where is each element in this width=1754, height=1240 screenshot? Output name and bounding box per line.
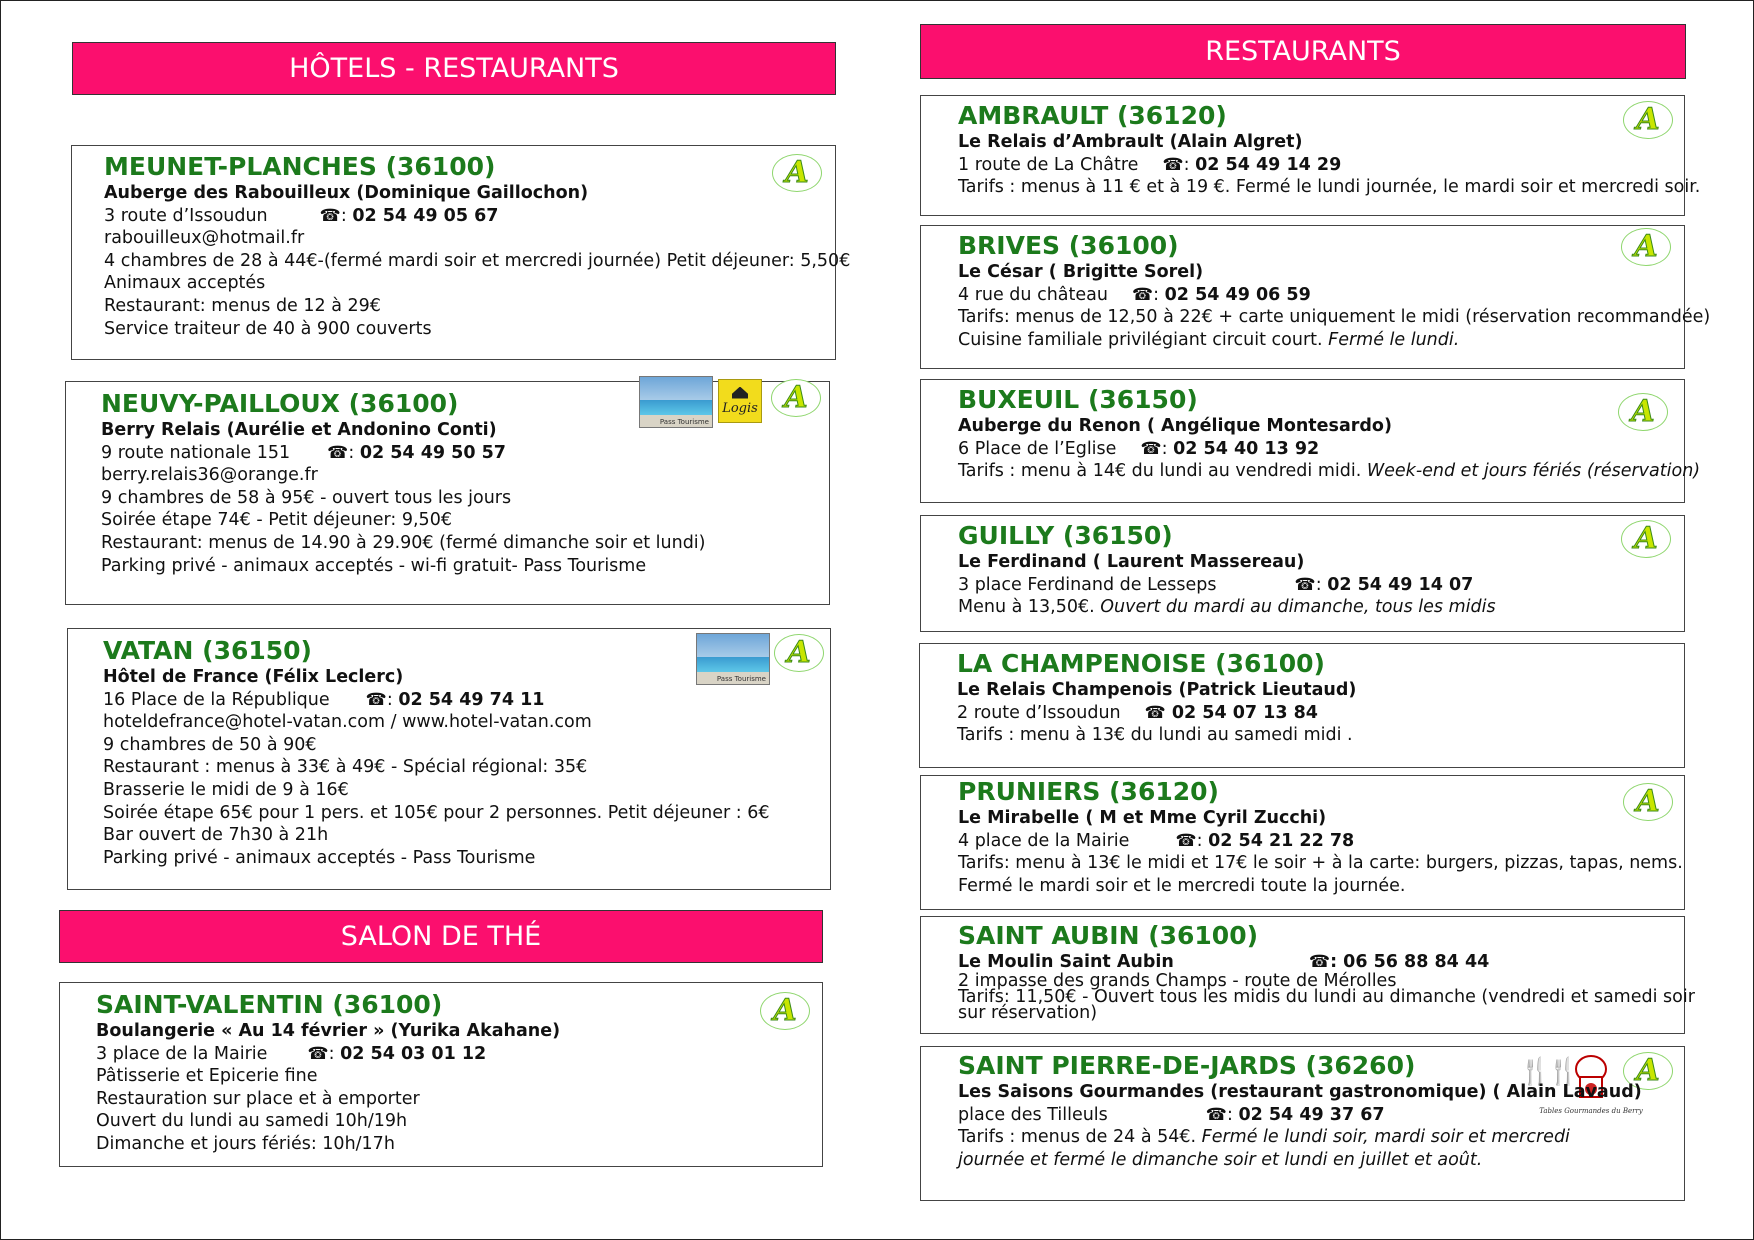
label-a-icon: A [772, 154, 822, 192]
phone-icon: ☎ [1131, 284, 1154, 305]
establishment-name: Le Ferdinand ( Laurent Massereau) [958, 552, 1305, 572]
email-website: hoteldefrance@hotel-vatan.com / www.hotel-vatan.com [103, 712, 592, 733]
label-a-icon: A [771, 379, 821, 417]
address: 3 route d’Issoudun [104, 205, 268, 226]
listing-guilly [920, 515, 1685, 632]
address-phone-line: 4 rue du château ☎: 02 54 49 06 59 [958, 284, 1311, 305]
phone-number: 02 54 49 14 29 [1195, 154, 1342, 175]
phone-number: 02 54 07 13 84 [1171, 702, 1318, 723]
phone-number: 02 54 40 13 92 [1173, 438, 1320, 459]
address-phone-line: 16 Place de la République ☎: 02 54 49 74 11 [103, 689, 545, 710]
email: berry.relais36@orange.fr [101, 465, 318, 486]
phone-number: 02 54 03 01 12 [340, 1043, 487, 1064]
info-line: Restaurant: menus de 12 à 29€ [104, 295, 381, 316]
establishment-name: Le Relais d’Ambrault (Alain Algret) [958, 132, 1303, 152]
address: 4 rue du château [958, 284, 1108, 305]
label-a-icon: A [1623, 783, 1673, 821]
phone-icon: ☎ [1205, 1104, 1227, 1125]
phone-number: 02 54 49 05 67 [352, 205, 499, 226]
establishment-name: Le Relais Champenois (Patrick Lieutaud) [957, 680, 1357, 700]
town-title: AMBRAULT (36120) [958, 101, 1227, 130]
info-line: Parking privé - animaux acceptés - wi-fi gratuit- Pass Tourisme [101, 555, 647, 576]
info-line: Fermé le mardi soir et le mercredi toute la journée. [958, 875, 1406, 896]
phone-icon: ☎ [319, 205, 341, 226]
listing-saint-aubin [920, 916, 1695, 1034]
info-line: Restaurant: menus de 14.90 à 29.90€ (fermé dimanche soir et lundi) [101, 532, 706, 553]
listing-neuvy-pailloux [65, 381, 830, 605]
establishment-name: Le Moulin Saint Aubin [958, 952, 1174, 972]
town-title: SAINT AUBIN (36100) [958, 921, 1259, 950]
address-phone-line: 1 route de La Châtre ☎: 02 54 49 14 29 [958, 154, 1342, 175]
town-title: SAINT-VALENTIN (36100) [96, 990, 443, 1019]
restaurants-title: RESTAURANTS [1205, 36, 1401, 67]
address: 2 impasse des grands Champs - route de Mérolles [958, 971, 1397, 991]
info-line: 9 chambres de 58 à 95€ - ouvert tous les jours [101, 487, 512, 508]
info-line: Service traiteur de 40 à 900 couverts [104, 318, 432, 339]
info-line: Tarifs: 11,50€ - Ouvert tous les midis du lundi au dimanche (vendredi et samedi soir [958, 987, 1695, 1007]
town-title: PRUNIERS (36120) [958, 777, 1219, 806]
phone-icon: ☎ [1162, 154, 1184, 175]
address-phone-line: 4 place de la Mairie ☎: 02 54 21 22 78 [958, 830, 1355, 851]
town-title: BUXEUIL (36150) [958, 385, 1198, 414]
phone-icon: ☎ [1294, 574, 1316, 595]
label-a-icon: A [1623, 1052, 1673, 1090]
address-phone-line [957, 702, 1676, 725]
address: 9 route nationale 151 [101, 442, 291, 463]
listing-ambrault [920, 95, 1701, 216]
phone-number: 02 54 49 50 57 [359, 442, 506, 463]
info-line: Pâtisserie et Epicerie fine [96, 1066, 318, 1087]
fork-knife-icon: 🍴🍴 [1519, 1057, 1576, 1087]
restaurants-banner [920, 24, 1686, 79]
establishment-name: Les Saisons Gourmandes (restaurant gastronomique) ( Alain Lavaud) [958, 1082, 1642, 1102]
info-line: Menu à 13,50€. Ouvert du mardi au dimanche, tous les midis [958, 597, 1496, 618]
address: 1 route de La Châtre [958, 154, 1139, 175]
listing-la-champenoise [919, 643, 1685, 768]
phone-number: 02 54 49 37 67 [1238, 1104, 1385, 1125]
address: 2 route d’Issoudun [957, 702, 1121, 723]
info-line: Soirée étape 74€ - Petit déjeuner: 9,50€ [101, 510, 452, 531]
info-line: Restauration sur place et à emporter [96, 1088, 420, 1109]
info-line: Bar ouvert de 7h30 à 21h [103, 825, 329, 846]
town-title: VATAN (36150) [103, 636, 312, 665]
listing-saint-valentin [59, 982, 823, 1167]
establishment-name: Le Mirabelle ( M et Mme Cyril Zucchi) [958, 808, 1327, 828]
label-a-icon: A [774, 634, 824, 672]
pass-tourisme-image: Pass Tourisme [696, 633, 770, 685]
address: 6 Place de l’Eglise [958, 438, 1117, 459]
address-phone-line: 3 place de la Mairie ☎: 02 54 03 01 12 [96, 1043, 487, 1064]
address: place des Tilleuls [958, 1104, 1108, 1125]
address: 3 place Ferdinand de Lesseps [958, 574, 1217, 595]
address-phone-line: 6 Place de l’Eglise ☎: 02 54 40 13 92 [958, 438, 1320, 459]
pass-tourisme-image: Pass Tourisme [639, 376, 713, 428]
info-line: Soirée étape 65€ pour 1 pers. et 105€ pour 2 personnes. Petit déjeuner : 6€ [103, 802, 770, 823]
phone-number: 02 54 21 22 78 [1208, 830, 1355, 851]
info-line: Restaurant : menus à 33€ à 49€ - Spécial régional: 35€ [103, 757, 588, 778]
address-phone-line: place des Tilleuls ☎: 02 54 49 37 67 [958, 1104, 1385, 1125]
salon-de-the-banner [59, 910, 823, 963]
address: 4 place de la Mairie [958, 830, 1130, 851]
establishment-name: Auberge du Renon ( Angélique Montesardo) [958, 416, 1392, 436]
salon-de-the-title: SALON DE THÉ [340, 921, 542, 952]
name-phone-line: Le Moulin Saint Aubin ☎: 06 56 88 84 44 [958, 952, 1490, 972]
info-line: Tarifs : menu à 13€ du lundi au samedi midi . [957, 725, 1353, 746]
label-a-icon: A [1621, 228, 1671, 266]
svg-text:Tables Gourmandes du Berry: Tables Gourmandes du Berry [1539, 1107, 1643, 1115]
establishment-name: Berry Relais (Aurélie et Andonino Conti) [101, 420, 497, 440]
hotels-restaurants-banner [72, 42, 836, 95]
phone-number: 02 54 49 14 07 [1327, 574, 1474, 595]
listing-meunet-planches [71, 145, 851, 360]
info-line: 9 chambres de 50 à 90€ [103, 734, 317, 755]
phone-icon: ☎ [1175, 830, 1197, 851]
establishment-name: Auberge des Rabouilleux (Dominique Gaillochon) [104, 183, 589, 203]
listing-vatan [67, 628, 831, 890]
info-line: Dimanche et jours fériés: 10h/17h [96, 1133, 395, 1154]
listing-pruniers [920, 775, 1685, 910]
phone-icon: ☎ [1140, 438, 1162, 459]
listing-brives [920, 225, 1711, 369]
listing-buxeuil [920, 379, 1701, 503]
establishment-name: Hôtel de France (Félix Leclerc) [103, 667, 404, 687]
label-a-icon: A [1621, 520, 1671, 558]
town-title: GUILLY (36150) [958, 521, 1173, 550]
phone-icon: ☎ [327, 442, 349, 463]
info-line: Tarifs : menus de 24 à 54€. Fermé le lundi soir, mardi soir et mercredi [958, 1127, 1570, 1148]
info-line: Animaux acceptés [104, 273, 266, 294]
info-line: Tarifs: menus de 12,50 à 22€ + carte uniquement le midi (réservation recommandée) [958, 307, 1711, 328]
info-line: Tarifs: menu à 13€ le midi et 17€ le soir + à la carte: burgers, pizzas, tapas, nems. [958, 853, 1683, 874]
info-line: Brasserie le midi de 9 à 16€ [103, 779, 349, 800]
logis-logo: Logis [718, 379, 762, 423]
town-title: LA CHAMPENOISE (36100) [957, 649, 1325, 678]
info-line: Cuisine familiale privilégiant circuit court. Fermé le lundi. [958, 329, 1460, 350]
phone-icon: ☎ [1144, 702, 1166, 723]
establishment-name: Le César ( Brigitte Sorel) [958, 262, 1204, 282]
info-line: sur réservation) [958, 1003, 1098, 1023]
info-line: 4 chambres de 28 à 44€-(fermé mardi soir et mercredi journée) Petit déjeuner: 5,50€ [104, 250, 851, 271]
town-title: BRIVES (36100) [958, 231, 1179, 260]
label-a-icon: A [1623, 101, 1673, 139]
info-line: journée et fermé le dimanche soir et lundi en juillet et août. [958, 1149, 1483, 1170]
label-a-icon: A [760, 992, 810, 1030]
address-phone-line: 3 place Ferdinand de Lesseps ☎: 02 54 49 14 07 [958, 574, 1474, 595]
address-phone-line: 3 route d’Issoudun ☎: 02 54 49 05 67 [104, 205, 499, 226]
info-line: Parking privé - animaux acceptés - Pass Tourisme [103, 847, 536, 868]
phone-number: 02 54 49 74 11 [398, 689, 545, 710]
address: 3 place de la Mairie [96, 1043, 268, 1064]
town-title: SAINT PIERRE-DE-JARDS (36260) [958, 1051, 1416, 1080]
address: 16 Place de la République [103, 689, 330, 710]
town-title: MEUNET-PLANCHES (36100) [104, 152, 496, 181]
info-line: Ouvert du lundi au samedi 10h/19h [96, 1111, 408, 1132]
address-phone-line: 9 route nationale 151 ☎: 02 54 49 50 57 [101, 442, 506, 463]
phone-icon: ☎ [1308, 952, 1331, 972]
info-line: Tarifs : menus à 11 € et à 19 €. Fermé le lundi journée, le mardi soir et mercredi soir. [958, 177, 1701, 198]
hotels-restaurants-title: HÔTELS - RESTAURANTS [289, 53, 619, 84]
email: rabouilleux@hotmail.fr [104, 228, 305, 249]
phone-icon: ☎ [365, 689, 387, 710]
town-title: NEUVY-PAILLOUX (36100) [101, 389, 459, 418]
phone-icon: ☎ [307, 1043, 329, 1064]
phone-number: 06 56 88 84 44 [1343, 952, 1490, 972]
establishment-name: Boulangerie « Au 14 février » (Yurika Akahane) [96, 1021, 561, 1041]
label-a-icon: A [1618, 393, 1668, 431]
info-line: Tarifs : menu à 14€ du lundi au vendredi midi. Week-end et jours fériés (réservation) [958, 461, 1701, 482]
listing-saint-pierre-de-jards [920, 1046, 1685, 1201]
phone-number: 02 54 49 06 59 [1164, 284, 1311, 305]
